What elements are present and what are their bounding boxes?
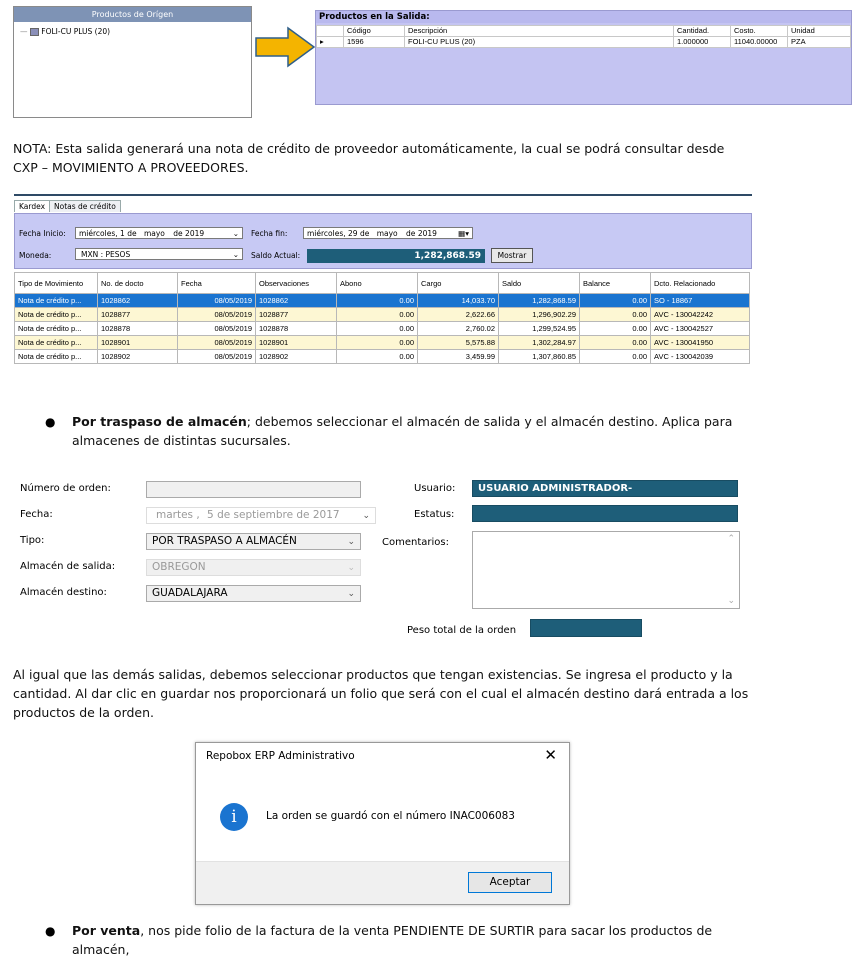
cell-obs: 1028901 xyxy=(256,336,337,350)
estatus-field xyxy=(472,505,738,522)
bullet-icon: ● xyxy=(45,924,56,938)
table-row[interactable] xyxy=(15,308,750,322)
almacen-salida-label: Almacén de salida: xyxy=(20,561,116,572)
table-row[interactable] xyxy=(15,294,750,308)
cell-cargo: 2,622.66 xyxy=(418,308,499,322)
peso-total-label: Peso total de la orden xyxy=(407,625,517,636)
almacen-salida-value: OBREGON xyxy=(152,561,206,573)
tipo-select[interactable] xyxy=(146,533,361,550)
numero-orden-input[interactable] xyxy=(146,481,361,498)
column-header[interactable]: Observaciones xyxy=(256,273,337,294)
cell-dcto: AVC - 130042039 xyxy=(651,350,750,364)
cell-abono: 0.00 xyxy=(337,294,418,308)
cell-saldo: 1,296,902.29 xyxy=(499,308,580,322)
almacen-destino-label: Almacén destino: xyxy=(20,587,107,598)
tree-line-icon: — xyxy=(20,27,28,36)
fecha-label: Fecha: xyxy=(20,509,53,520)
moneda-value: MXN : PESOS xyxy=(81,250,131,259)
almacen-destino-value: GUADALAJARA xyxy=(152,587,228,599)
column-header[interactable]: Cantidad. xyxy=(674,26,731,37)
tab-bar xyxy=(14,200,120,212)
save-confirmation-dialog xyxy=(195,742,570,905)
cell-fecha: 08/05/2019 xyxy=(178,336,256,350)
mostrar-button[interactable]: Mostrar xyxy=(491,248,533,263)
fecha-fin-dia: miércoles, 29 xyxy=(307,229,358,238)
cell-saldo: 1,282,868.59 xyxy=(499,294,580,308)
cell-cantidad: 1.000000 xyxy=(674,37,731,48)
cell-obs: 1028902 xyxy=(256,350,337,364)
cell-balance: 0.00 xyxy=(580,350,651,364)
package-icon xyxy=(30,28,39,36)
column-header[interactable]: Tipo de Movimiento xyxy=(15,273,98,294)
moneda-label: Moneda: xyxy=(19,251,52,260)
column-header[interactable]: Balance xyxy=(580,273,651,294)
peso-total-field xyxy=(530,619,642,637)
moneda-select[interactable] xyxy=(75,248,243,260)
origin-panel-title: Productos de Orígen xyxy=(14,7,251,22)
accept-button[interactable]: Aceptar xyxy=(468,872,552,893)
fecha-inicio-de2: de xyxy=(173,229,183,238)
tab-kardex[interactable]: Kardex xyxy=(14,200,50,212)
table-header-row xyxy=(317,26,851,37)
cell-balance: 0.00 xyxy=(580,322,651,336)
comentarios-textarea[interactable] xyxy=(472,531,740,609)
cell-cargo: 2,760.02 xyxy=(418,322,499,336)
cell-fecha: 08/05/2019 xyxy=(178,350,256,364)
kardex-filter-panel xyxy=(14,213,752,269)
cell-dcto: AVC - 130042242 xyxy=(651,308,750,322)
tab-notas-credito[interactable]: Notas de crédito xyxy=(49,200,121,212)
chevron-down-icon: ⌄ xyxy=(232,229,239,238)
cell-fecha: 08/05/2019 xyxy=(178,322,256,336)
cell-obs: 1028878 xyxy=(256,322,337,336)
chevron-down-icon: ⌄ xyxy=(347,537,355,547)
fecha-resto: 5 de septiembre de 2017 xyxy=(207,509,340,521)
cell-abono: 0.00 xyxy=(337,308,418,322)
column-header[interactable]: Saldo xyxy=(499,273,580,294)
chevron-down-icon: ⌄ xyxy=(362,511,370,521)
close-icon[interactable]: ✕ xyxy=(544,746,557,764)
fecha-inicio-num: 1 xyxy=(120,229,125,238)
cell-abono: 0.00 xyxy=(337,336,418,350)
column-header[interactable]: Unidad xyxy=(788,26,851,37)
table-header-row xyxy=(15,273,750,294)
bullet-venta-title: Por venta xyxy=(72,923,141,938)
exit-panel-title: Productos en la Salida: xyxy=(316,11,851,23)
column-header[interactable]: Abono xyxy=(337,273,418,294)
scroll-down-icon[interactable]: ⌄ xyxy=(727,596,735,606)
tipo-label: Tipo: xyxy=(20,535,45,546)
cell-tipo: Nota de crédito p... xyxy=(15,294,98,308)
bullet-traspaso xyxy=(72,412,752,450)
cell-abono: 0.00 xyxy=(337,350,418,364)
bullet-icon: ● xyxy=(45,415,56,429)
dialog-title: Repobox ERP Administrativo xyxy=(206,750,355,762)
fecha-fin-picker[interactable] xyxy=(303,227,473,239)
estatus-label: Estatus: xyxy=(414,509,455,520)
cell-cargo: 5,575.88 xyxy=(418,336,499,350)
cell-saldo: 1,307,860.85 xyxy=(499,350,580,364)
cell-saldo: 1,302,284.97 xyxy=(499,336,580,350)
note-paragraph: NOTA: Esta salida generará una nota de crédito de proveedor automáticamente, la cual se podrá consultar desde CXP – MOVIMIENTO A PROVEEDORES. xyxy=(13,141,725,175)
products-exit-panel xyxy=(315,10,852,105)
chevron-down-icon: ⌄ xyxy=(347,563,355,573)
cell-doc: 1028877 xyxy=(98,308,178,322)
fecha-inicio-label: Fecha Inicio: xyxy=(19,229,66,238)
cell-saldo: 1,299,524.95 xyxy=(499,322,580,336)
origin-node-label: FOLI-CU PLUS (20) xyxy=(41,27,111,36)
cell-doc: 1028878 xyxy=(98,322,178,336)
cell-obs: 1028862 xyxy=(256,294,337,308)
cell-costo: 11040.00000 xyxy=(731,37,788,48)
dialog-message: La orden se guardó con el número INAC006083 xyxy=(266,810,515,822)
chevron-down-icon: ⌄ xyxy=(347,589,355,599)
chevron-down-icon: ⌄ xyxy=(232,250,239,259)
cell-obs: 1028877 xyxy=(256,308,337,322)
column-header[interactable]: Costo. xyxy=(731,26,788,37)
arrow-right-icon xyxy=(254,26,316,68)
tipo-value: POR TRASPASO A ALMACÉN xyxy=(152,535,297,547)
fecha-inicio-dia: miércoles, xyxy=(79,229,118,238)
exit-products-table xyxy=(316,25,851,48)
column-header[interactable]: No. de docto xyxy=(98,273,178,294)
calendar-icon: ▦▾ xyxy=(458,229,469,238)
fecha-inicio-de: de xyxy=(127,229,137,238)
fecha-fin-de2: de xyxy=(406,229,416,238)
fecha-fin-label: Fecha fin: xyxy=(251,229,288,238)
saldo-actual-label: Saldo Actual: xyxy=(251,251,301,260)
bullet-traspaso-text: ; debemos seleccionar el almacén de salida y el almacén destino. Aplica para almacenes de distintas sucursales. xyxy=(72,414,733,448)
fecha-inicio-anio: 2019 xyxy=(185,229,205,238)
cell-abono: 0.00 xyxy=(337,322,418,336)
bullet-traspaso-title: Por traspaso de almacén xyxy=(72,414,247,429)
origin-products-panel xyxy=(13,6,252,118)
cell-codigo: 1596 xyxy=(344,37,405,48)
cell-dcto: SO - 18867 xyxy=(651,294,750,308)
scroll-up-icon[interactable]: ⌃ xyxy=(727,534,735,544)
info-icon: i xyxy=(220,803,248,831)
column-header[interactable]: Descripción xyxy=(405,26,674,37)
usuario-label: Usuario: xyxy=(414,483,456,494)
table-row[interactable] xyxy=(15,322,750,336)
cell-fecha: 08/05/2019 xyxy=(178,308,256,322)
cell-doc: 1028901 xyxy=(98,336,178,350)
cell-dcto: AVC - 130041950 xyxy=(651,336,750,350)
numero-orden-label: Número de orden: xyxy=(20,483,111,494)
cell-descripcion: FOLI-CU PLUS (20) xyxy=(405,37,674,48)
table-row[interactable] xyxy=(15,350,750,364)
kardex-table xyxy=(14,272,750,364)
fecha-inicio-mes: mayo xyxy=(143,229,165,238)
table-row[interactable] xyxy=(317,37,851,48)
cell-tipo: Nota de crédito p... xyxy=(15,322,98,336)
cell-cargo: 3,459.99 xyxy=(418,350,499,364)
column-header[interactable]: Cargo xyxy=(418,273,499,294)
column-header[interactable]: Dcto. Relacionado xyxy=(651,273,750,294)
column-header[interactable]: Fecha xyxy=(178,273,256,294)
almacen-destino-select[interactable] xyxy=(146,585,361,602)
fecha-dia: martes xyxy=(156,509,194,521)
kardex-window xyxy=(14,194,752,373)
cell-tipo: Nota de crédito p... xyxy=(15,308,98,322)
cell-fecha: 08/05/2019 xyxy=(178,294,256,308)
row-pointer-icon: ▸ xyxy=(317,37,344,48)
instructions-paragraph: Al igual que las demás salidas, debemos seleccionar productos que tengan existencias. Se ingresa el producto y la cantidad. Al dar clic en guardar nos proporcionará un folio que será con el cual el almacén destino dará entrada a los productos de la orden. xyxy=(13,667,749,720)
cell-dcto: AVC - 130042527 xyxy=(651,322,750,336)
cell-unidad: PZA xyxy=(788,37,851,48)
cell-cargo: 14,033.70 xyxy=(418,294,499,308)
table-row[interactable] xyxy=(15,336,750,350)
usuario-field: USUARIO ADMINISTRADOR- xyxy=(472,480,738,497)
almacen-salida-select[interactable] xyxy=(146,559,361,576)
origin-tree-node[interactable] xyxy=(20,27,110,36)
cell-balance: 0.00 xyxy=(580,336,651,350)
comentarios-label: Comentarios: xyxy=(382,537,449,548)
fecha-fin-anio: 2019 xyxy=(417,229,437,238)
bullet-venta xyxy=(72,921,752,959)
column-header[interactable]: Código xyxy=(344,26,405,37)
cell-tipo: Nota de crédito p... xyxy=(15,336,98,350)
cell-balance: 0.00 xyxy=(580,308,651,322)
bullet-venta-text: , nos pide folio de la factura de la venta PENDIENTE DE SURTIR para sacar los productos de almacén, xyxy=(72,923,713,957)
fecha-inicio-picker[interactable] xyxy=(75,227,243,239)
cell-doc: 1028862 xyxy=(98,294,178,308)
cell-balance: 0.00 xyxy=(580,294,651,308)
saldo-actual-value: 1,282,868.59 xyxy=(307,249,485,263)
cell-tipo: Nota de crédito p... xyxy=(15,350,98,364)
fecha-fin-mes: mayo xyxy=(376,229,398,238)
fecha-fin-de: de xyxy=(359,229,370,238)
cell-doc: 1028902 xyxy=(98,350,178,364)
fecha-picker[interactable]: martes , 5 de septiembre de 2017 ⌄ xyxy=(146,507,376,524)
